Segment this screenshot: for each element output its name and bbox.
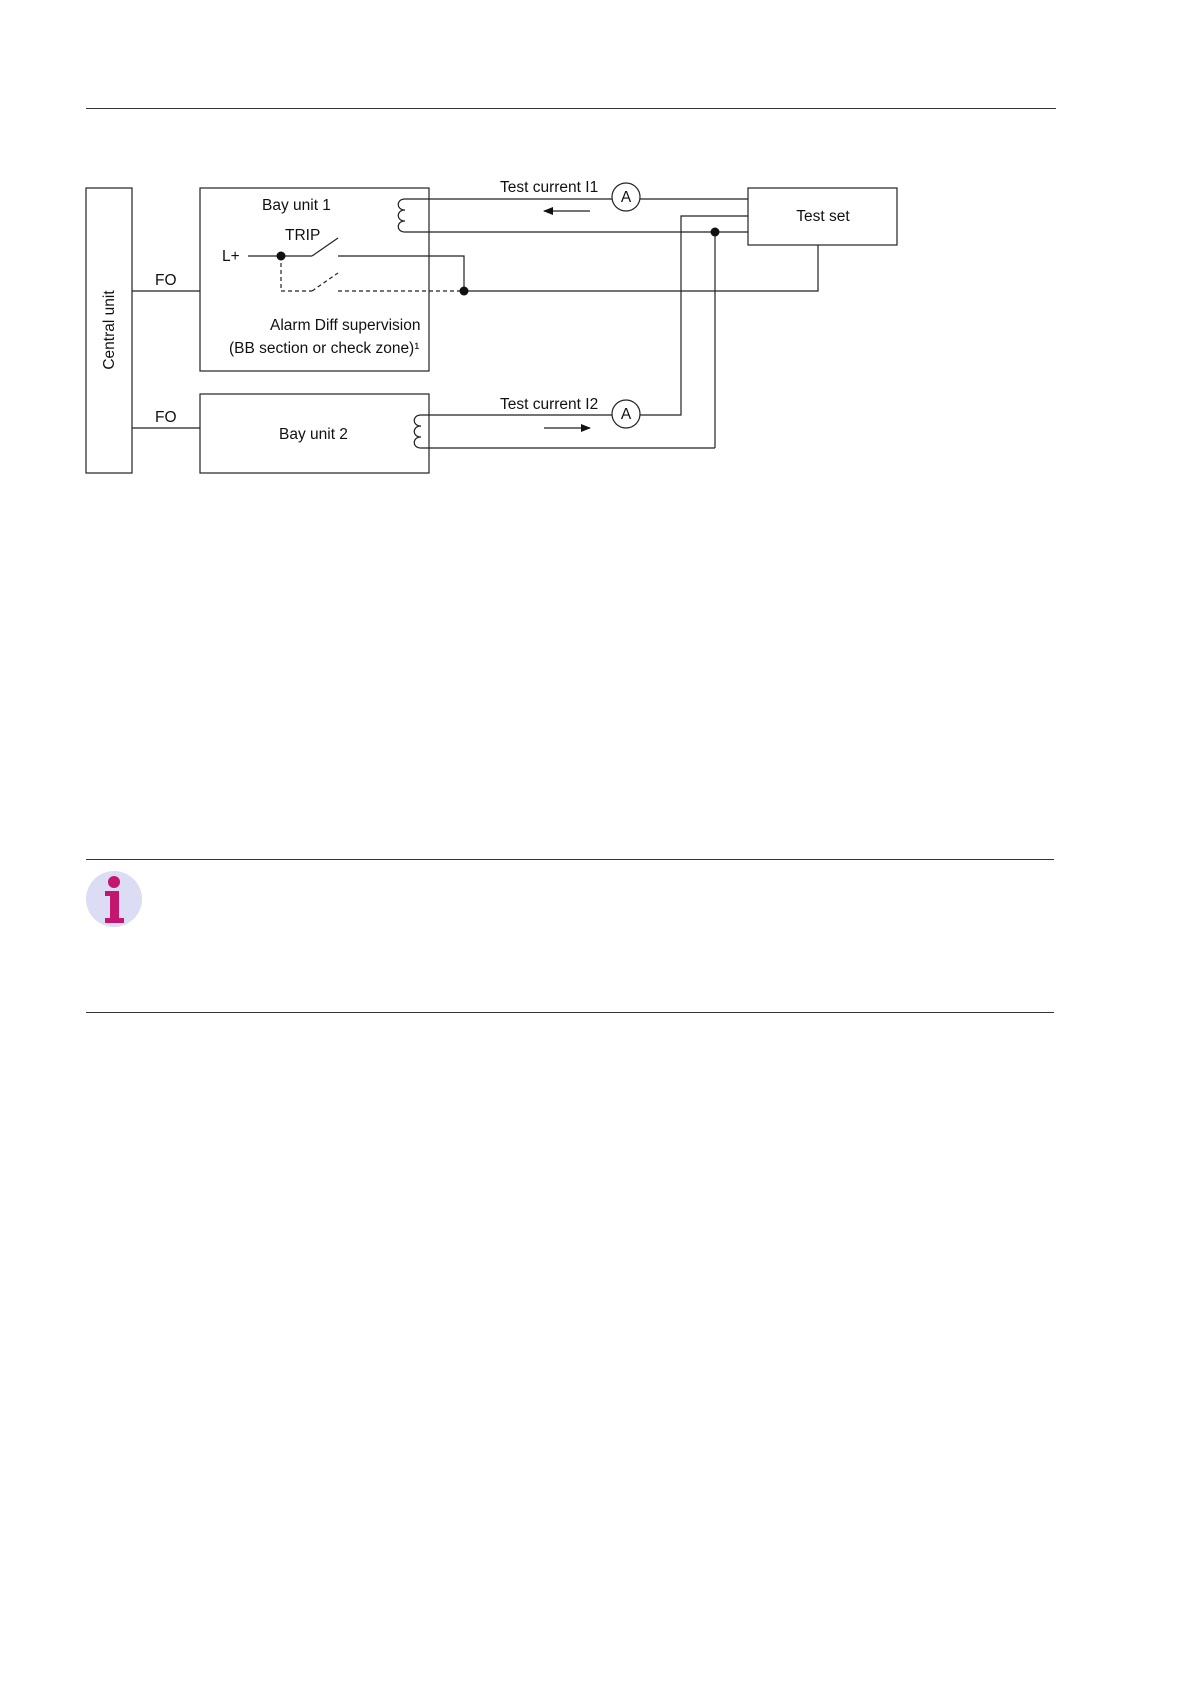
test-circuit-diagram: [0, 0, 1190, 500]
bay-unit-2-label: Bay unit 2: [279, 426, 348, 443]
ammeter-2-label: A: [620, 406, 632, 423]
alarm-contact: [312, 273, 338, 291]
ammeter-1-label: A: [620, 189, 632, 206]
supply-label: L+: [222, 248, 240, 265]
note-bottom-rule: [86, 1012, 1054, 1013]
test-set-label: Test set: [796, 208, 850, 225]
info-icon: [85, 870, 143, 928]
alarm-label-line1: Alarm Diff supervision: [270, 317, 421, 334]
ct-coil-2: [414, 415, 421, 448]
bay-unit-1-label: Bay unit 1: [262, 197, 331, 214]
alarm-label-line2: (BB section or check zone)¹: [229, 340, 420, 357]
ct-coil-1: [398, 199, 405, 232]
test-current-1-label: Test current I1: [500, 179, 599, 196]
fo-label-1: FO: [155, 272, 177, 289]
trip-label: TRIP: [285, 227, 321, 244]
fo-label-2: FO: [155, 409, 177, 426]
note-top-rule: [86, 859, 1054, 860]
central-unit-label: Central unit: [101, 290, 118, 370]
test-current-2-label: Test current I2: [500, 396, 599, 413]
